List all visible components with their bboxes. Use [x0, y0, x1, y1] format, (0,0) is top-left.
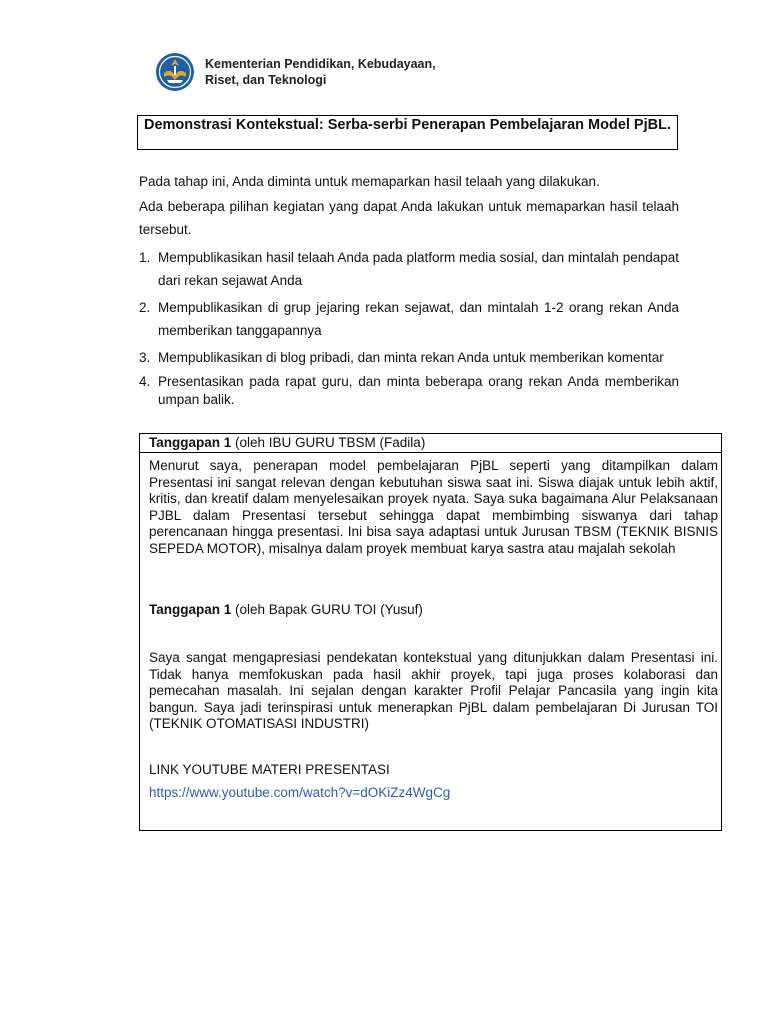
youtube-link-label: LINK YOUTUBE MATERI PRESENTASI [149, 762, 390, 777]
intro-paragraph: Pada tahap ini, Anda diminta untuk memaparkan hasil telaah yang dilakukan. [139, 174, 600, 189]
response-2-text: Saya sangat mengapresiasi pendekatan kontekstual yang ditunjukkan dalam Presentasi ini. Tidak hanya memfokuskan pada hasil akhir proyek, tapi juga proses kolaborasi dan pemecahan masalah. Ini sejalan dengan karakter Profil Pelajar Pancasila yang ingin kita bangun. Saya jadi terinspirasi untuk menerapkan PjBL dalam pembelajaran Di Jurusan TOI (TEKNIK OTOMATISASI INDUSTRI) [149, 650, 718, 731]
list-item [139, 346, 679, 369]
list-item-text: Mempublikasikan di grup jejaring rekan sejawat, dan mintalah 1-2 orang rekan Anda memberikan tanggapannya [158, 300, 679, 338]
youtube-link[interactable]: https://www.youtube.com/watch?v=dOKiZz4WgCg [149, 785, 451, 800]
list-item [139, 246, 679, 292]
response-1-text: Menurut saya, penerapan model pembelajaran PjBL seperti yang ditampilkan dalam Presentasi ini sangat relevan dengan kebutuhan siswa saat ini. Siswa diajak untuk lebih aktif, kritis, dan kreatif dalam menyelesaikan proyek nyata. Saya suka bagaimana Alur Pelaksanaan PJBL dalam Presentasi tersebut sehingga dapat membimbing siswanya dari tahap perencanaan hingga presentasi. Ini bisa saya adaptasi untuk Jurusan TBSM (TEKNIK BISNIS SEPEDA MOTOR), misalnya dalam proyek membuat karya sastra atau majalah sekolah [149, 458, 718, 556]
list-item-number: 3. [139, 350, 151, 365]
ministry-name-line1: Kementerian Pendidikan, Kebudayaan, [205, 57, 436, 71]
list-item-text: Mempublikasikan di blog pribadi, dan minta rekan Anda untuk memberikan komentar [158, 350, 664, 365]
list-item-number: 4. [139, 374, 151, 389]
response-1-heading [149, 435, 718, 452]
ministry-name [205, 56, 436, 88]
document-title: Demonstrasi Kontekstual: Serba-serbi Penerapan Pembelajaran Model PjBL. [137, 115, 678, 150]
ministry-name-line2: Riset, dan Teknologi [205, 73, 327, 87]
response-label: Tanggapan 1 [149, 435, 232, 450]
list-item-text: Presentasikan pada rapat guru, dan minta beberapa orang rekan Anda memberikan umpan balik. [158, 374, 679, 407]
list-item [139, 296, 679, 342]
responses-box [139, 433, 722, 831]
response-author: (oleh IBU GURU TBSM (Fadila) [231, 435, 426, 450]
list-item-number: 1. [139, 250, 151, 265]
list-item [139, 373, 679, 409]
header-row-divider [140, 452, 721, 453]
intro-options-paragraph: Ada beberapa pilihan kegiatan yang dapat Anda lakukan untuk memaparkan hasil telaah tersebut. [139, 199, 679, 237]
list-item-number: 2. [139, 300, 151, 315]
ministry-logo [155, 52, 195, 92]
header [155, 52, 436, 92]
response-2-heading [149, 602, 718, 619]
activity-options-list [139, 246, 679, 413]
response-author: (oleh Bapak GURU TOI (Yusuf) [231, 602, 423, 617]
list-item-text: Mempublikasikan hasil telaah Anda pada platform media sosial, dan mintalah pendapat dari rekan sejawat Anda [158, 250, 679, 288]
response-label: Tanggapan 1 [149, 602, 232, 617]
